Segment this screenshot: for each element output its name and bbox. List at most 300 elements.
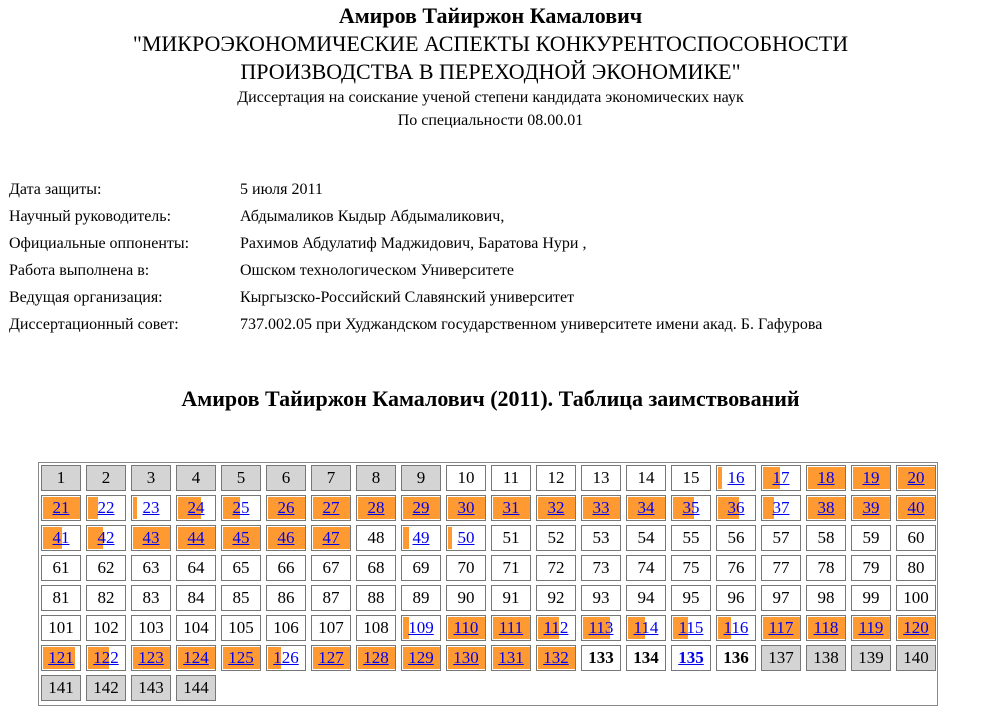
page-cell[interactable] — [671, 645, 711, 671]
page-cell[interactable] — [806, 615, 846, 641]
page-link[interactable]: 25 — [232, 498, 250, 517]
page-cell[interactable] — [86, 645, 126, 671]
degree-line: Диссертация на соискание ученой степени кандидата экономических наук — [237, 89, 744, 106]
page-number: 106 — [273, 618, 299, 637]
page-number: 71 — [502, 558, 520, 577]
page-link[interactable]: 32 — [547, 498, 565, 517]
page-number: 3 — [146, 468, 156, 487]
page-number: 56 — [727, 528, 745, 547]
page-cell[interactable] — [221, 525, 261, 551]
page-cell — [806, 585, 846, 611]
page-number: 63 — [142, 558, 160, 577]
page-link[interactable]: 123 — [138, 648, 164, 667]
page-cell[interactable] — [311, 495, 351, 521]
page-cell — [311, 615, 351, 641]
page-cell — [41, 585, 81, 611]
page-cell — [536, 525, 576, 551]
page-number: 68 — [367, 558, 385, 577]
page-number: 139 — [858, 648, 884, 667]
page-number: 133 — [588, 648, 614, 667]
page-number: 48 — [367, 528, 385, 547]
page-number: 142 — [93, 678, 119, 697]
page-number: 79 — [862, 558, 880, 577]
info-value: Кыргызско-Российский Славянский университет — [240, 289, 575, 306]
page-cell[interactable] — [581, 495, 621, 521]
page-cell — [851, 585, 891, 611]
page-link[interactable]: 36 — [727, 498, 745, 517]
page-number: 95 — [682, 588, 700, 607]
page-cell[interactable] — [176, 495, 216, 521]
page-cell — [356, 615, 396, 641]
page-cell[interactable] — [221, 645, 261, 671]
page-cell[interactable] — [536, 495, 576, 521]
page-link[interactable]: 111 — [498, 618, 524, 637]
page-cell[interactable] — [671, 615, 711, 641]
page-link[interactable]: 16 — [727, 468, 745, 487]
page-link[interactable]: 41 — [52, 528, 70, 547]
page-cell[interactable] — [761, 615, 801, 641]
page-cell — [41, 555, 81, 581]
page-link[interactable]: 116 — [723, 618, 749, 637]
page-cell — [716, 585, 756, 611]
page-cell — [761, 555, 801, 581]
page-cell — [41, 675, 81, 701]
page-link[interactable]: 42 — [97, 528, 115, 547]
page-number: 67 — [322, 558, 340, 577]
info-row-supervisor — [9, 206, 822, 233]
page-number: 52 — [547, 528, 565, 547]
page-cell[interactable] — [491, 615, 531, 641]
info-value: 737.002.05 при Худжандском государственном университете имени акад. Б. Гафурова — [240, 316, 823, 333]
page-number: 64 — [187, 558, 205, 577]
page-cell[interactable] — [176, 525, 216, 551]
borrowed-share-fill — [88, 497, 98, 519]
author-name: Амиров Тайиржон Камалович — [338, 3, 643, 28]
page-cell — [581, 555, 621, 581]
info-label: Диссертационный совет: — [9, 316, 179, 333]
page-cell[interactable] — [41, 525, 81, 551]
page-cell[interactable] — [311, 525, 351, 551]
info-row-opponents — [9, 233, 822, 260]
page-cell[interactable] — [131, 645, 171, 671]
page-number: 78 — [817, 558, 835, 577]
page-link[interactable]: 115 — [678, 618, 704, 637]
page-cell[interactable] — [896, 615, 936, 641]
page-link[interactable]: 124 — [183, 648, 209, 667]
specialty-line: По специальности 08.00.01 — [397, 112, 584, 129]
page-link[interactable]: 112 — [543, 618, 569, 637]
page-link[interactable]: 47 — [322, 528, 340, 547]
page-cell — [356, 525, 396, 551]
page-cell — [131, 585, 171, 611]
info-label: Официальные оппоненты: — [9, 235, 190, 252]
page-link[interactable]: 118 — [813, 618, 839, 637]
borrowed-share-fill — [448, 527, 452, 549]
page-number: 83 — [142, 588, 160, 607]
page-cell — [131, 615, 171, 641]
page-number: 58 — [817, 528, 835, 547]
page-number: 102 — [93, 618, 119, 637]
page-cell[interactable] — [626, 615, 666, 641]
page-cell — [536, 555, 576, 581]
page-cell — [806, 525, 846, 551]
page-cell — [221, 615, 261, 641]
info-label: Ведущая организация: — [9, 289, 163, 306]
page-cell — [851, 645, 891, 671]
page-link[interactable]: 30 — [457, 498, 475, 517]
page-cell[interactable] — [761, 465, 801, 491]
page-link[interactable]: 50 — [457, 528, 475, 547]
page-cell[interactable] — [356, 645, 396, 671]
page-cell[interactable] — [86, 525, 126, 551]
page-link[interactable]: 40 — [907, 498, 925, 517]
page-cell[interactable] — [266, 525, 306, 551]
page-number: 13 — [592, 468, 610, 487]
page-number: 134 — [633, 648, 659, 667]
page-cell — [176, 675, 216, 701]
page-cell — [581, 585, 621, 611]
info-row-council — [9, 314, 822, 341]
page-cell — [176, 555, 216, 581]
page-link[interactable]: 130 — [453, 648, 479, 667]
page-number: 103 — [138, 618, 164, 637]
page-number: 91 — [502, 588, 520, 607]
page-cell — [401, 555, 441, 581]
page-number: 143 — [138, 678, 164, 697]
dissertation-info — [9, 179, 822, 341]
page-link[interactable]: 135 — [678, 648, 704, 667]
page-cell — [581, 645, 621, 671]
page-link[interactable]: 114 — [633, 618, 659, 637]
page-cell[interactable] — [536, 615, 576, 641]
page-number: 76 — [727, 558, 745, 577]
page-link[interactable]: 38 — [817, 498, 835, 517]
page-cell — [761, 645, 801, 671]
page-number: 14 — [637, 468, 655, 487]
page-number: 72 — [547, 558, 565, 577]
page-link[interactable]: 121 — [48, 648, 74, 667]
page-cell — [311, 465, 351, 491]
page-cell — [806, 555, 846, 581]
page-cell[interactable] — [446, 525, 486, 551]
page-cell — [671, 585, 711, 611]
page-link[interactable]: 126 — [273, 648, 299, 667]
page-cell[interactable] — [401, 615, 441, 641]
page-cell[interactable] — [401, 645, 441, 671]
page-link[interactable]: 110 — [453, 618, 479, 637]
page-cell — [356, 465, 396, 491]
page-cell[interactable] — [626, 495, 666, 521]
page-number: 10 — [457, 468, 475, 487]
borrowed-share-fill — [133, 497, 137, 519]
page-cell[interactable] — [266, 495, 306, 521]
page-cell[interactable] — [491, 495, 531, 521]
page-link[interactable]: 17 — [772, 468, 790, 487]
page-number: 105 — [228, 618, 254, 637]
page-number: 15 — [682, 468, 700, 487]
page-cell — [86, 465, 126, 491]
page-number: 82 — [97, 588, 115, 607]
page-cell[interactable] — [41, 645, 81, 671]
page-number: 136 — [723, 648, 749, 667]
page-link[interactable]: 128 — [363, 648, 389, 667]
page-cell — [536, 465, 576, 491]
page-link[interactable]: 131 — [498, 648, 524, 667]
page-cell — [896, 555, 936, 581]
page-number: 99 — [862, 588, 880, 607]
page-cell — [266, 615, 306, 641]
page-link[interactable]: 43 — [142, 528, 160, 547]
page-number: 9 — [416, 468, 426, 487]
page-number: 57 — [772, 528, 790, 547]
page-cell — [581, 465, 621, 491]
page-cell — [896, 645, 936, 671]
page-number: 137 — [768, 648, 794, 667]
page-link[interactable]: 24 — [187, 498, 205, 517]
page-cell — [626, 525, 666, 551]
page-number: 53 — [592, 528, 610, 547]
page-link[interactable]: 127 — [318, 648, 344, 667]
page-cell — [221, 585, 261, 611]
page-cell — [896, 585, 936, 611]
info-value: Ошском технологическом Университете — [240, 262, 514, 279]
page-cell — [851, 525, 891, 551]
page-number: 86 — [277, 588, 295, 607]
page-cell — [491, 555, 531, 581]
page-number: 97 — [772, 588, 790, 607]
page-link[interactable]: 117 — [768, 618, 794, 637]
page-cell[interactable] — [176, 645, 216, 671]
page-number: 7 — [326, 468, 336, 487]
page-cell — [86, 615, 126, 641]
page-number: 11 — [502, 468, 520, 487]
info-row-institution — [9, 260, 822, 287]
page-cell — [446, 555, 486, 581]
page-cell[interactable] — [446, 495, 486, 521]
page-link[interactable]: 26 — [277, 498, 295, 517]
page-number: 70 — [457, 558, 475, 577]
page-number: 6 — [281, 468, 291, 487]
page-number: 12 — [547, 468, 565, 487]
page-cell — [311, 585, 351, 611]
page-cell — [266, 555, 306, 581]
page-link[interactable]: 20 — [907, 468, 925, 487]
page-link[interactable]: 44 — [187, 528, 205, 547]
page-number: 75 — [682, 558, 700, 577]
page-link[interactable]: 33 — [592, 498, 610, 517]
page-cell[interactable] — [536, 645, 576, 671]
page-cell — [761, 525, 801, 551]
page-link[interactable]: 109 — [408, 618, 434, 637]
dissertation-title-line-1: "МИКРОЭКОНОМИЧЕСКИЕ АСПЕКТЫ КОНКУРЕНТОСПОСОБНОСТИ — [132, 31, 849, 56]
page-number: 98 — [817, 588, 835, 607]
page-cell — [131, 675, 171, 701]
page-cell — [131, 555, 171, 581]
page-cell — [671, 555, 711, 581]
page-cell[interactable] — [446, 615, 486, 641]
page-cell[interactable] — [221, 495, 261, 521]
info-label: Дата защиты: — [9, 181, 102, 198]
page-number: 5 — [236, 468, 246, 487]
page-cell[interactable] — [851, 615, 891, 641]
page-number: 104 — [183, 618, 209, 637]
page-cell — [446, 585, 486, 611]
page-link[interactable]: 35 — [682, 498, 700, 517]
page-link[interactable]: 113 — [588, 618, 614, 637]
page-number: 94 — [637, 588, 655, 607]
page-link[interactable]: 46 — [277, 528, 295, 547]
info-row-defense-date — [9, 179, 822, 206]
page-link[interactable]: 27 — [322, 498, 340, 517]
page-cell[interactable] — [266, 645, 306, 671]
page-number: 92 — [547, 588, 565, 607]
page-number: 55 — [682, 528, 700, 547]
page-link[interactable]: 132 — [543, 648, 569, 667]
page-number: 87 — [322, 588, 340, 607]
page-cell[interactable] — [761, 495, 801, 521]
page-cell — [176, 615, 216, 641]
page-number: 100 — [903, 588, 929, 607]
page-number: 140 — [903, 648, 929, 667]
dissertation-title-line-2: ПРОИЗВОДСТВА В ПЕРЕХОДНОЙ ЭКОНОМИКЕ" — [240, 59, 741, 84]
page-number: 73 — [592, 558, 610, 577]
page-cell[interactable] — [131, 495, 171, 521]
page-cell — [716, 525, 756, 551]
page-number: 144 — [183, 678, 209, 697]
page-number: 89 — [412, 588, 430, 607]
page-cell — [311, 555, 351, 581]
page-cell[interactable] — [581, 615, 621, 641]
page-number: 77 — [772, 558, 790, 577]
page-cell — [86, 555, 126, 581]
info-label: Работа выполнена в: — [9, 262, 150, 279]
page-cell[interactable] — [491, 645, 531, 671]
page-number: 1 — [56, 468, 66, 487]
page-cell — [716, 645, 756, 671]
page-number: 66 — [277, 558, 295, 577]
page-cell[interactable] — [851, 495, 891, 521]
page-cell — [896, 525, 936, 551]
page-cell — [626, 585, 666, 611]
page-link[interactable]: 122 — [93, 648, 119, 667]
page-number: 85 — [232, 588, 250, 607]
page-number: 101 — [48, 618, 74, 637]
page-cell — [626, 645, 666, 671]
page-number: 107 — [318, 618, 344, 637]
page-cell — [176, 465, 216, 491]
page-link[interactable]: 125 — [228, 648, 254, 667]
page-number: 61 — [52, 558, 70, 577]
page-link[interactable]: 31 — [502, 498, 520, 517]
page-cell — [356, 585, 396, 611]
page-cell — [401, 585, 441, 611]
page-cell[interactable] — [356, 495, 396, 521]
page-cell — [491, 585, 531, 611]
page-cell — [626, 465, 666, 491]
page-cell — [401, 465, 441, 491]
page-link[interactable]: 49 — [412, 528, 430, 547]
page-link[interactable]: 21 — [52, 498, 70, 517]
borrowed-share-fill — [718, 467, 722, 489]
page-cell — [716, 555, 756, 581]
page-link[interactable]: 23 — [142, 498, 160, 517]
page-cell — [446, 465, 486, 491]
page-cell[interactable] — [806, 495, 846, 521]
page-cell[interactable] — [311, 645, 351, 671]
page-cell[interactable] — [896, 465, 936, 491]
page-cell[interactable] — [401, 525, 441, 551]
page-number: 138 — [813, 648, 839, 667]
page-link[interactable]: 18 — [817, 468, 835, 487]
page-cell — [491, 525, 531, 551]
page-cell — [581, 525, 621, 551]
page-number: 62 — [97, 558, 115, 577]
page-link[interactable]: 19 — [862, 468, 880, 487]
page-cell[interactable] — [716, 495, 756, 521]
page-cell[interactable] — [806, 465, 846, 491]
page-cell — [356, 555, 396, 581]
page-number: 80 — [907, 558, 925, 577]
page-link[interactable]: 120 — [903, 618, 929, 637]
page-link[interactable]: 22 — [97, 498, 115, 517]
page-number: 51 — [502, 528, 520, 547]
page-number: 141 — [48, 678, 74, 697]
page-link[interactable]: 37 — [772, 498, 790, 517]
page-number: 93 — [592, 588, 610, 607]
page-link[interactable]: 129 — [408, 648, 434, 667]
page-cell — [536, 585, 576, 611]
page-cell[interactable] — [716, 615, 756, 641]
page-cell[interactable] — [446, 645, 486, 671]
page-cell — [41, 465, 81, 491]
info-label: Научный руководитель: — [9, 208, 172, 225]
page-number: 74 — [637, 558, 655, 577]
page-number: 59 — [862, 528, 880, 547]
page-link[interactable]: 29 — [412, 498, 430, 517]
page-cell[interactable] — [41, 495, 81, 521]
page-cell[interactable] — [896, 495, 936, 521]
page-cell[interactable] — [401, 495, 441, 521]
page-number: 4 — [191, 468, 201, 487]
borrowings-page-grid — [38, 462, 938, 706]
page-link[interactable]: 45 — [232, 528, 250, 547]
borrowed-share-fill — [403, 527, 409, 549]
page-cell — [761, 585, 801, 611]
page-number: 65 — [232, 558, 250, 577]
page-cell — [266, 585, 306, 611]
page-cell — [86, 585, 126, 611]
page-number: 84 — [187, 588, 205, 607]
page-cell[interactable] — [716, 465, 756, 491]
page-cell[interactable] — [851, 465, 891, 491]
info-value: Абдымаликов Кыдыр Абдымаликович, — [240, 208, 505, 225]
page-link[interactable]: 34 — [637, 498, 655, 517]
info-value: 5 июля 2011 — [240, 181, 323, 198]
page-link[interactable]: 119 — [858, 618, 884, 637]
page-cell[interactable] — [131, 525, 171, 551]
page-cell[interactable] — [86, 495, 126, 521]
page-number: 8 — [371, 468, 381, 487]
page-cell — [41, 615, 81, 641]
borrowings-table-title: Амиров Тайиржон Камалович (2011). Таблица заимствований — [181, 386, 800, 411]
page-link[interactable]: 28 — [367, 498, 385, 517]
page-number: 81 — [52, 588, 70, 607]
info-value: Рахимов Абдулатиф Маджидович, Баратова Нури , — [240, 235, 587, 252]
page-link[interactable]: 39 — [862, 498, 880, 517]
page-cell — [221, 465, 261, 491]
page-cell[interactable] — [671, 495, 711, 521]
page-cell — [131, 465, 171, 491]
